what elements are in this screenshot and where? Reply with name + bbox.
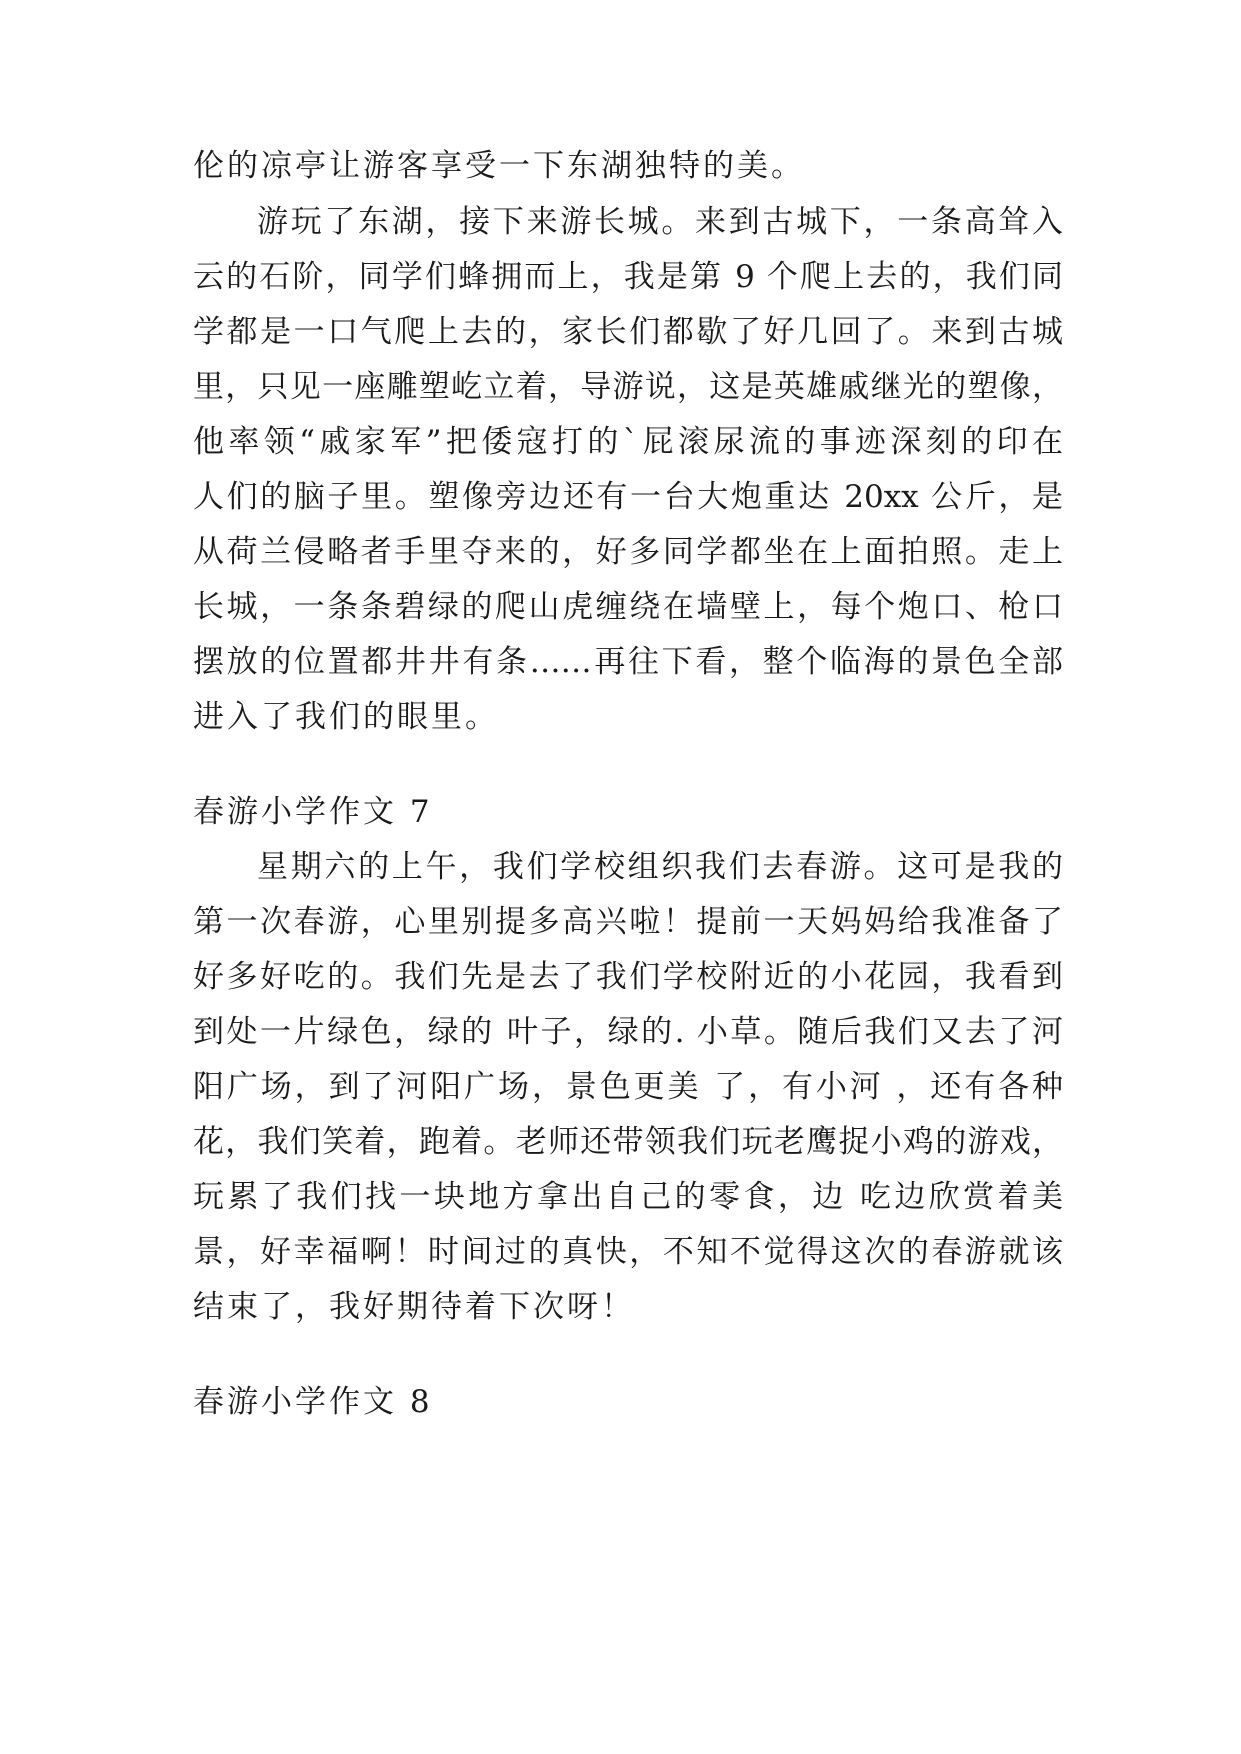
paragraph-line: 云的石阶，同学们蜂拥而上，我是第 9 个爬上去的，我们同 [193, 259, 1063, 295]
paragraph-line: 进入了我们的眼里。 [193, 699, 499, 735]
text-line: 伦的凉亭让游客享受一下东湖独特的美。 [193, 148, 805, 184]
section-heading: 春游小学作文 8 [193, 1384, 433, 1420]
paragraph-line: 花，我们笑着，跑着。老师还带领我们玩老鹰捉小鸡的游戏， [193, 1124, 1063, 1160]
paragraph-line: 星期六的上午，我们学校组织我们去春游。这可是我的 [257, 849, 1063, 885]
paragraph-line: 景，好幸福啊！时间过的真快，不知不觉得这次的春游就该 [193, 1234, 1063, 1270]
paragraph-line: 第一次春游，心里别提多高兴啦！提前一天妈妈给我准备了 [193, 904, 1063, 940]
paragraph-line: 人们的脑子里。塑像旁边还有一台大炮重达 20xx 公斤，是 [193, 479, 1063, 515]
section-heading: 春游小学作文 7 [193, 794, 433, 830]
paragraph-line: 结束了，我好期待着下次呀！ [193, 1289, 635, 1325]
paragraph-line: 阳广场，到了河阳广场，景色更美 了，有小河 ，还有各种 [193, 1069, 1063, 1105]
paragraph-line: 里，只见一座雕塑屹立着，导游说，这是英雄戚继光的塑像， [193, 369, 1063, 405]
paragraph-line: 玩累了我们找一块地方拿出自己的零食，边 吃边欣赏着美 [193, 1179, 1063, 1215]
paragraph-line: 好多好吃的。我们先是去了我们学校附近的小花园，我看到 [193, 959, 1063, 995]
paragraph-line: 从荷兰侵略者手里夺来的，好多同学都坐在上面拍照。走上 [193, 534, 1063, 570]
paragraph-line: 长城，一条条碧绿的爬山虎缠绕在墙壁上，每个炮口、枪口 [193, 589, 1063, 625]
paragraph-line: 摆放的位置都井井有条……再往下看，整个临海的景色全部 [193, 644, 1063, 680]
paragraph-line: 游玩了东湖，接下来游长城。来到古城下，一条高耸入 [257, 204, 1063, 240]
paragraph-line: 学都是一口气爬上去的，家长们都歇了好几回了。来到古城 [193, 314, 1063, 350]
paragraph-line: 到处一片绿色，绿的 叶子，绿的. 小草。随后我们又去了河 [193, 1014, 1063, 1050]
paragraph-line: 他率领“戚家军”把倭寇打的`屁滚尿流的事迹深刻的印在 [193, 424, 1063, 460]
